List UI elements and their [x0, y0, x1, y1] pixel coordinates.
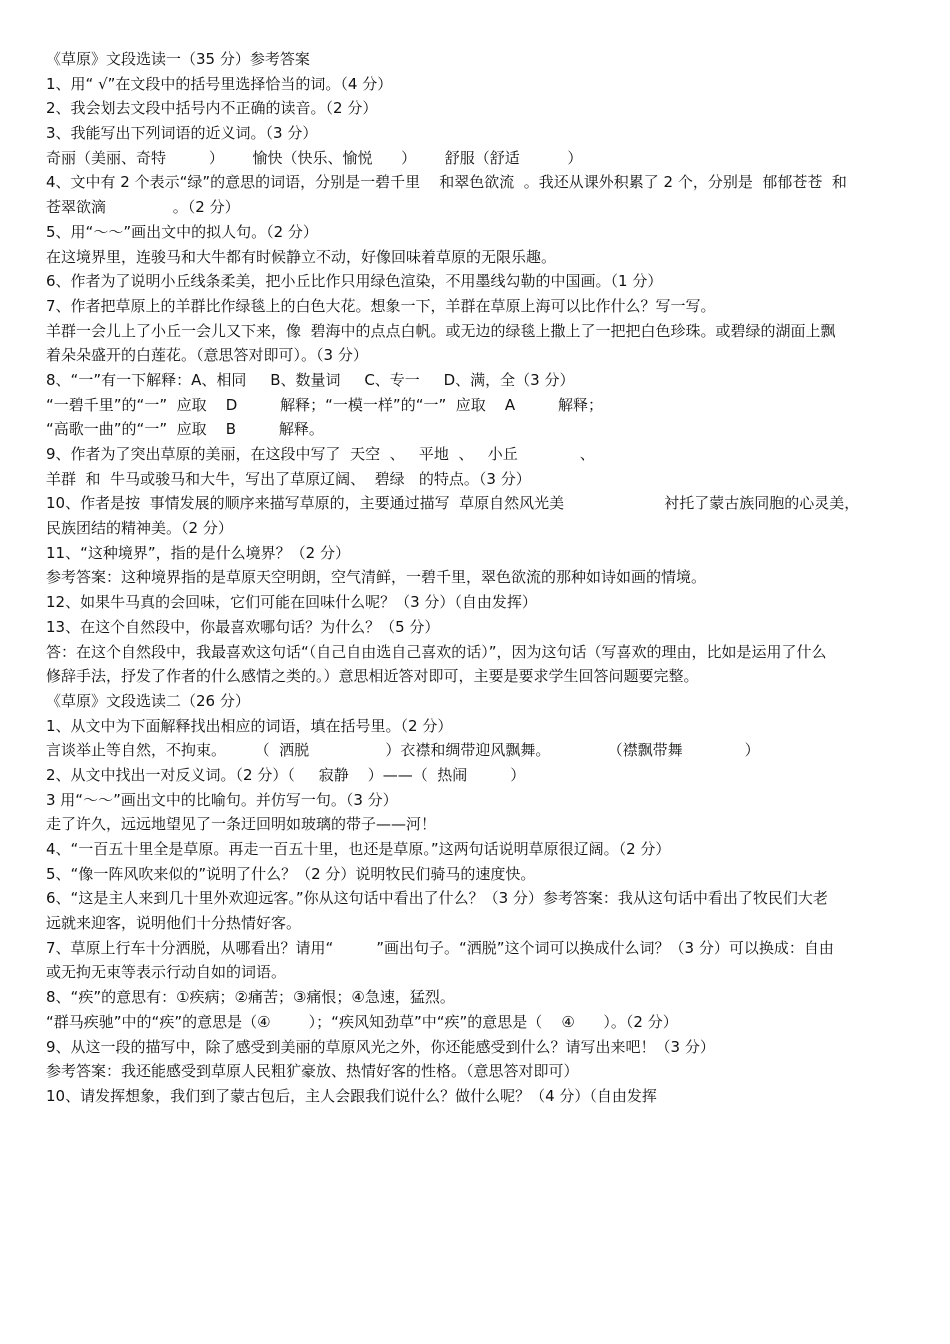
- text-line: “一碧千里”的“一” 应取 D 解释；“一模一样”的“一” 应取 A 解释；: [46, 395, 604, 414]
- text-line: 4、文中有 2 个表示“绿”的意思的词语，分别是一碧千里 和翠色欲流 。我还从课外积累了 2 个，分别是 郁郁苍苍 和: [46, 173, 847, 192]
- text-line: 民族团结的精神美。（2 分）: [46, 519, 233, 538]
- text-line: 6、作者为了说明小丘线条柔美，把小丘比作只用绿色渲染，不用墨线勾勒的中国画。（1 分）: [46, 272, 663, 291]
- text-line: 2、从文中找出一对反义词。（2 分）（ 寂静 ）——（ 热闹 ）: [46, 765, 526, 784]
- text-line: “群马疾驰”中的“疾”的意思是（④ ）；“疾风知劲草”中“疾”的意思是（ ④ ）。（2 分）: [46, 1012, 678, 1031]
- text-line: 《草原》文段选读一（35 分）参考答案: [46, 50, 310, 68]
- text-line: 12、如果牛马真的会回味，它们可能在回味什么呢？（3 分）（自由发挥）: [46, 593, 537, 612]
- text-line: 8、“一”有一下解释：A、相同 B、数量词 C、专一 D、满，全（3 分）: [46, 370, 575, 389]
- text-line: 7、草原上行车十分洒脱，从哪看出？请用“ ”画出句子。“洒脱”这个词可以换成什么词？（3 分）可以换成：自由: [46, 938, 834, 957]
- text-line: 9、从这一段的描写中，除了感受到美丽的草原风光之外，你还能感受到什么？请写出来吧！（3 分）: [46, 1037, 715, 1056]
- text-line: 2、我会划去文段中括号内不正确的读音。（2 分）: [46, 99, 378, 118]
- text-line: 羊群 和 牛马或骏马和大牛，写出了草原辽阔、 碧绿 的特点。（3 分）: [46, 469, 531, 488]
- text-line: 着朵朵盛开的白莲花。（意思答对即可）。（3 分）: [46, 346, 368, 365]
- text-line: 奇丽（美丽、奇特 ） 愉快（快乐、愉悦 ） 舒服（舒适 ）: [46, 148, 583, 167]
- text-line: 9、作者为了突出草原的美丽，在这段中写了 天空 、 平地 、 小丘 、: [46, 445, 595, 463]
- text-line: 1、从文中为下面解释找出相应的词语，填在括号里。（2 分）: [46, 716, 453, 735]
- text-line: 或无拘无束等表示行动自如的词语。: [46, 963, 287, 982]
- text-line: 《草原》文段选读二（26 分）: [46, 691, 250, 710]
- text-line: 3 用“～～”画出文中的比喻句。并仿写一句。（3 分）: [46, 790, 398, 809]
- text-line: 参考答案：这种境界指的是草原天空明朗，空气清鲜，一碧千里，翠色欲流的那种如诗如画的情境。: [46, 568, 707, 587]
- text-line: 在这境界里，连骏马和大牛都有时候静立不动，好像回味着草原的无限乐趣。: [46, 247, 557, 266]
- text-line: 1、用“ √”在文段中的括号里选择恰当的词。（4 分）: [46, 74, 393, 93]
- text-line: 7、作者把草原上的羊群比作绿毯上的白色大花。想象一下，羊群在草原上海可以比作什么？写一写。: [46, 296, 716, 315]
- text-line: 答：在这个自然段中，我最喜欢这句话“（自己自由选自己喜欢的话）”，因为这句话（写喜欢的理由，比如是运用了什么: [46, 642, 827, 661]
- text-line: 走了许久，远远地望见了一条迂回明如玻璃的带子——河！: [46, 815, 437, 834]
- text-line: 远就来迎客，说明他们十分热情好客。: [46, 914, 302, 933]
- text-line: 羊群一会儿上了小丘一会儿又下来，像 碧海中的点点白帆。或无边的绿毯上撒上了一把把白色珍珠。或碧绿的湖面上飘: [46, 321, 836, 340]
- text-line: 5、“像一阵风吹来似的”说明了什么？（2 分）说明牧民们骑马的速度快。: [46, 864, 536, 883]
- text-line: 5、用“～～”画出文中的拟人句。（2 分）: [46, 222, 318, 241]
- text-line: 4、“一百五十里全是草原。再走一百五十里，也还是草原。”这两句话说明草原很辽阔。（2 分）: [46, 840, 671, 858]
- text-line: 参考答案：我还能感受到草原人民粗犷豪放、热情好客的性格。（意思答对即可）: [46, 1062, 579, 1081]
- text-line: 言谈举止等自然，不拘束。 （ 洒脱 ）衣襟和绸带迎风飘舞。 （襟飘带舞 ）: [46, 741, 760, 760]
- text-line: 10、请发挥想象，我们到了蒙古包后，主人会跟我们说什么？做什么呢？（4 分）（自由发挥: [46, 1086, 657, 1105]
- document-body: [46, 47, 912, 1109]
- text-line: 11、“这种境界”，指的是什么境界？（2 分）: [46, 543, 350, 562]
- text-line: 10、作者是按 事情发展的顺序来描写草原的，主要通过描写 草原自然风光美 衬托了蒙古族同胞的心灵美，: [46, 494, 860, 513]
- text-line: 苍翠欲滴 。（2 分）: [46, 198, 240, 217]
- text-line: 3、我能写出下列词语的近义词。（3 分）: [46, 124, 318, 143]
- text-line: 修辞手法，抒发了作者的什么感情之类的。）意思相近答对即可，主要是要求学生回答问题要完整。: [46, 667, 699, 686]
- text-line: 13、在这个自然段中，你最喜欢哪句话？为什么？（5 分）: [46, 617, 440, 636]
- text-line: 8、“疾”的意思有：①疾病；②痛苦；③痛恨；④急速，猛烈。: [46, 988, 455, 1007]
- text-line: 6、“这是主人来到几十里外欢迎远客。”你从这句话中看出了什么？（3 分）参考答案：我从这句话中看出了牧民们大老: [46, 889, 828, 908]
- text-line: “高歌一曲”的“一” 应取 B 解释。: [46, 420, 324, 439]
